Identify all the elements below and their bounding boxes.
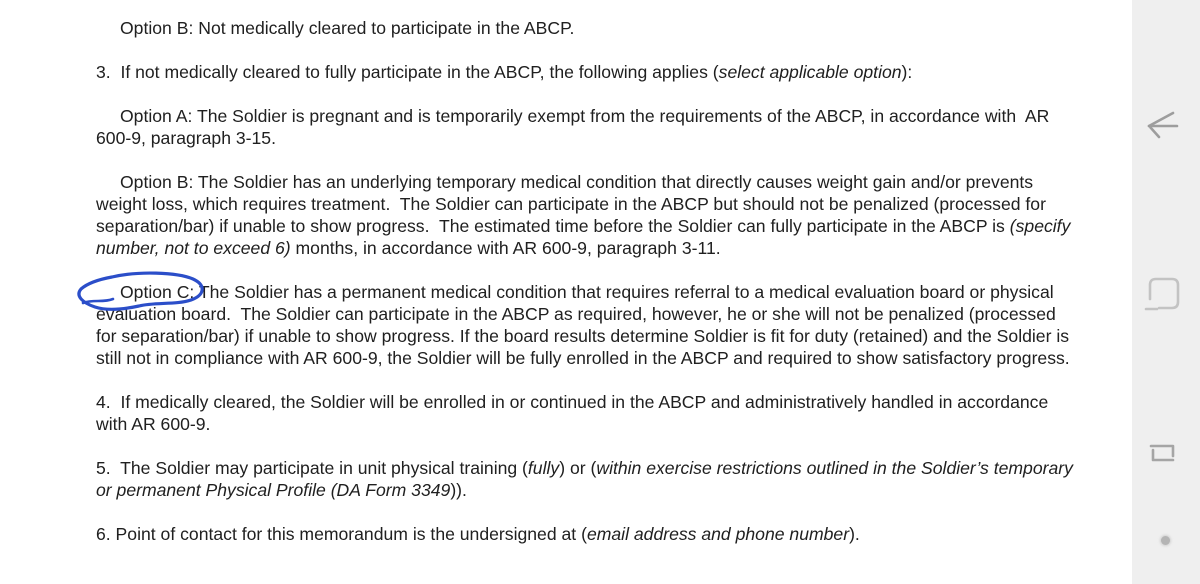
paragraph (96, 523, 1080, 545)
text-run: 6. Point of contact for this memorandum is the undersigned at ( (96, 524, 587, 544)
text-run: The Soldier has a permanent medical condition that requires referral to a medical evaluation board or physical evaluation board. The Soldier can participate in the ABCP as required, however, he or she will not be penalized (processed for separation/bar) if unable to show progress. If the board results determine Soldier is fit for duty (retained) and the Soldier is still not in compliance with AR 600-9, the Soldier will be fully enrolled in the ABCP and required to show satisfactory progress. (96, 282, 1074, 368)
document-body (96, 17, 1080, 545)
paragraph (96, 457, 1080, 501)
text-run: select applicable option (718, 62, 902, 82)
text-run: ) or ( (559, 458, 597, 478)
text-run: 4. If medically cleared, the Soldier will be enrolled in or continued in the ABCP and administratively handled in accordance with AR 600-9. (96, 392, 1054, 434)
back-icon[interactable] (1142, 106, 1182, 146)
text-run: 5. The Soldier may participate in unit physical training ( (96, 458, 528, 478)
text-run: email address and phone number (586, 524, 850, 544)
text-run: within exercise restrictions outlined in the Soldier’s temporary or permanent Physical Profile (DA Form 3349 (96, 458, 1078, 500)
paragraph (96, 61, 1080, 83)
navigation-bar (1132, 0, 1200, 584)
paragraph (96, 391, 1080, 435)
text-run: )). (450, 480, 467, 500)
text-run: months, in accordance with AR 600-9, paragraph 3-11. (290, 238, 721, 258)
text-run: fully (527, 458, 560, 478)
circled-text: Option C: (120, 282, 194, 302)
home-icon[interactable] (1142, 272, 1182, 312)
paragraph (96, 17, 1080, 39)
paragraph (96, 171, 1080, 259)
text-run: (specify number, not to exceed 6) (96, 216, 1076, 258)
nav-handle-dot (1161, 536, 1170, 545)
paragraph (96, 105, 1080, 149)
paragraph (96, 281, 1080, 369)
text-run: Option B: Not medically cleared to participate in the ABCP. (120, 18, 575, 38)
text-run: ). (849, 524, 860, 544)
text-run: Option A: The Soldier is pregnant and is temporarily exempt from the requirements of the ABCP, in accordance with AR 600-9, paragraph 3-15. (96, 106, 1055, 148)
text-run: Option B: The Soldier has an underlying temporary medical condition that directly causes weight gain and/or prevents weight loss, which requires treatment. The Soldier can participate in the ABCP but should not be penalized (processed for separation/bar) if unable to show progress. The estimated time before the Soldier can fully participate in the ABCP is (96, 172, 1051, 236)
recents-icon[interactable] (1142, 433, 1182, 473)
text-run: ): (901, 62, 913, 82)
text-run: 3. If not medically cleared to fully participate in the ABCP, the following applies ( (96, 62, 719, 82)
